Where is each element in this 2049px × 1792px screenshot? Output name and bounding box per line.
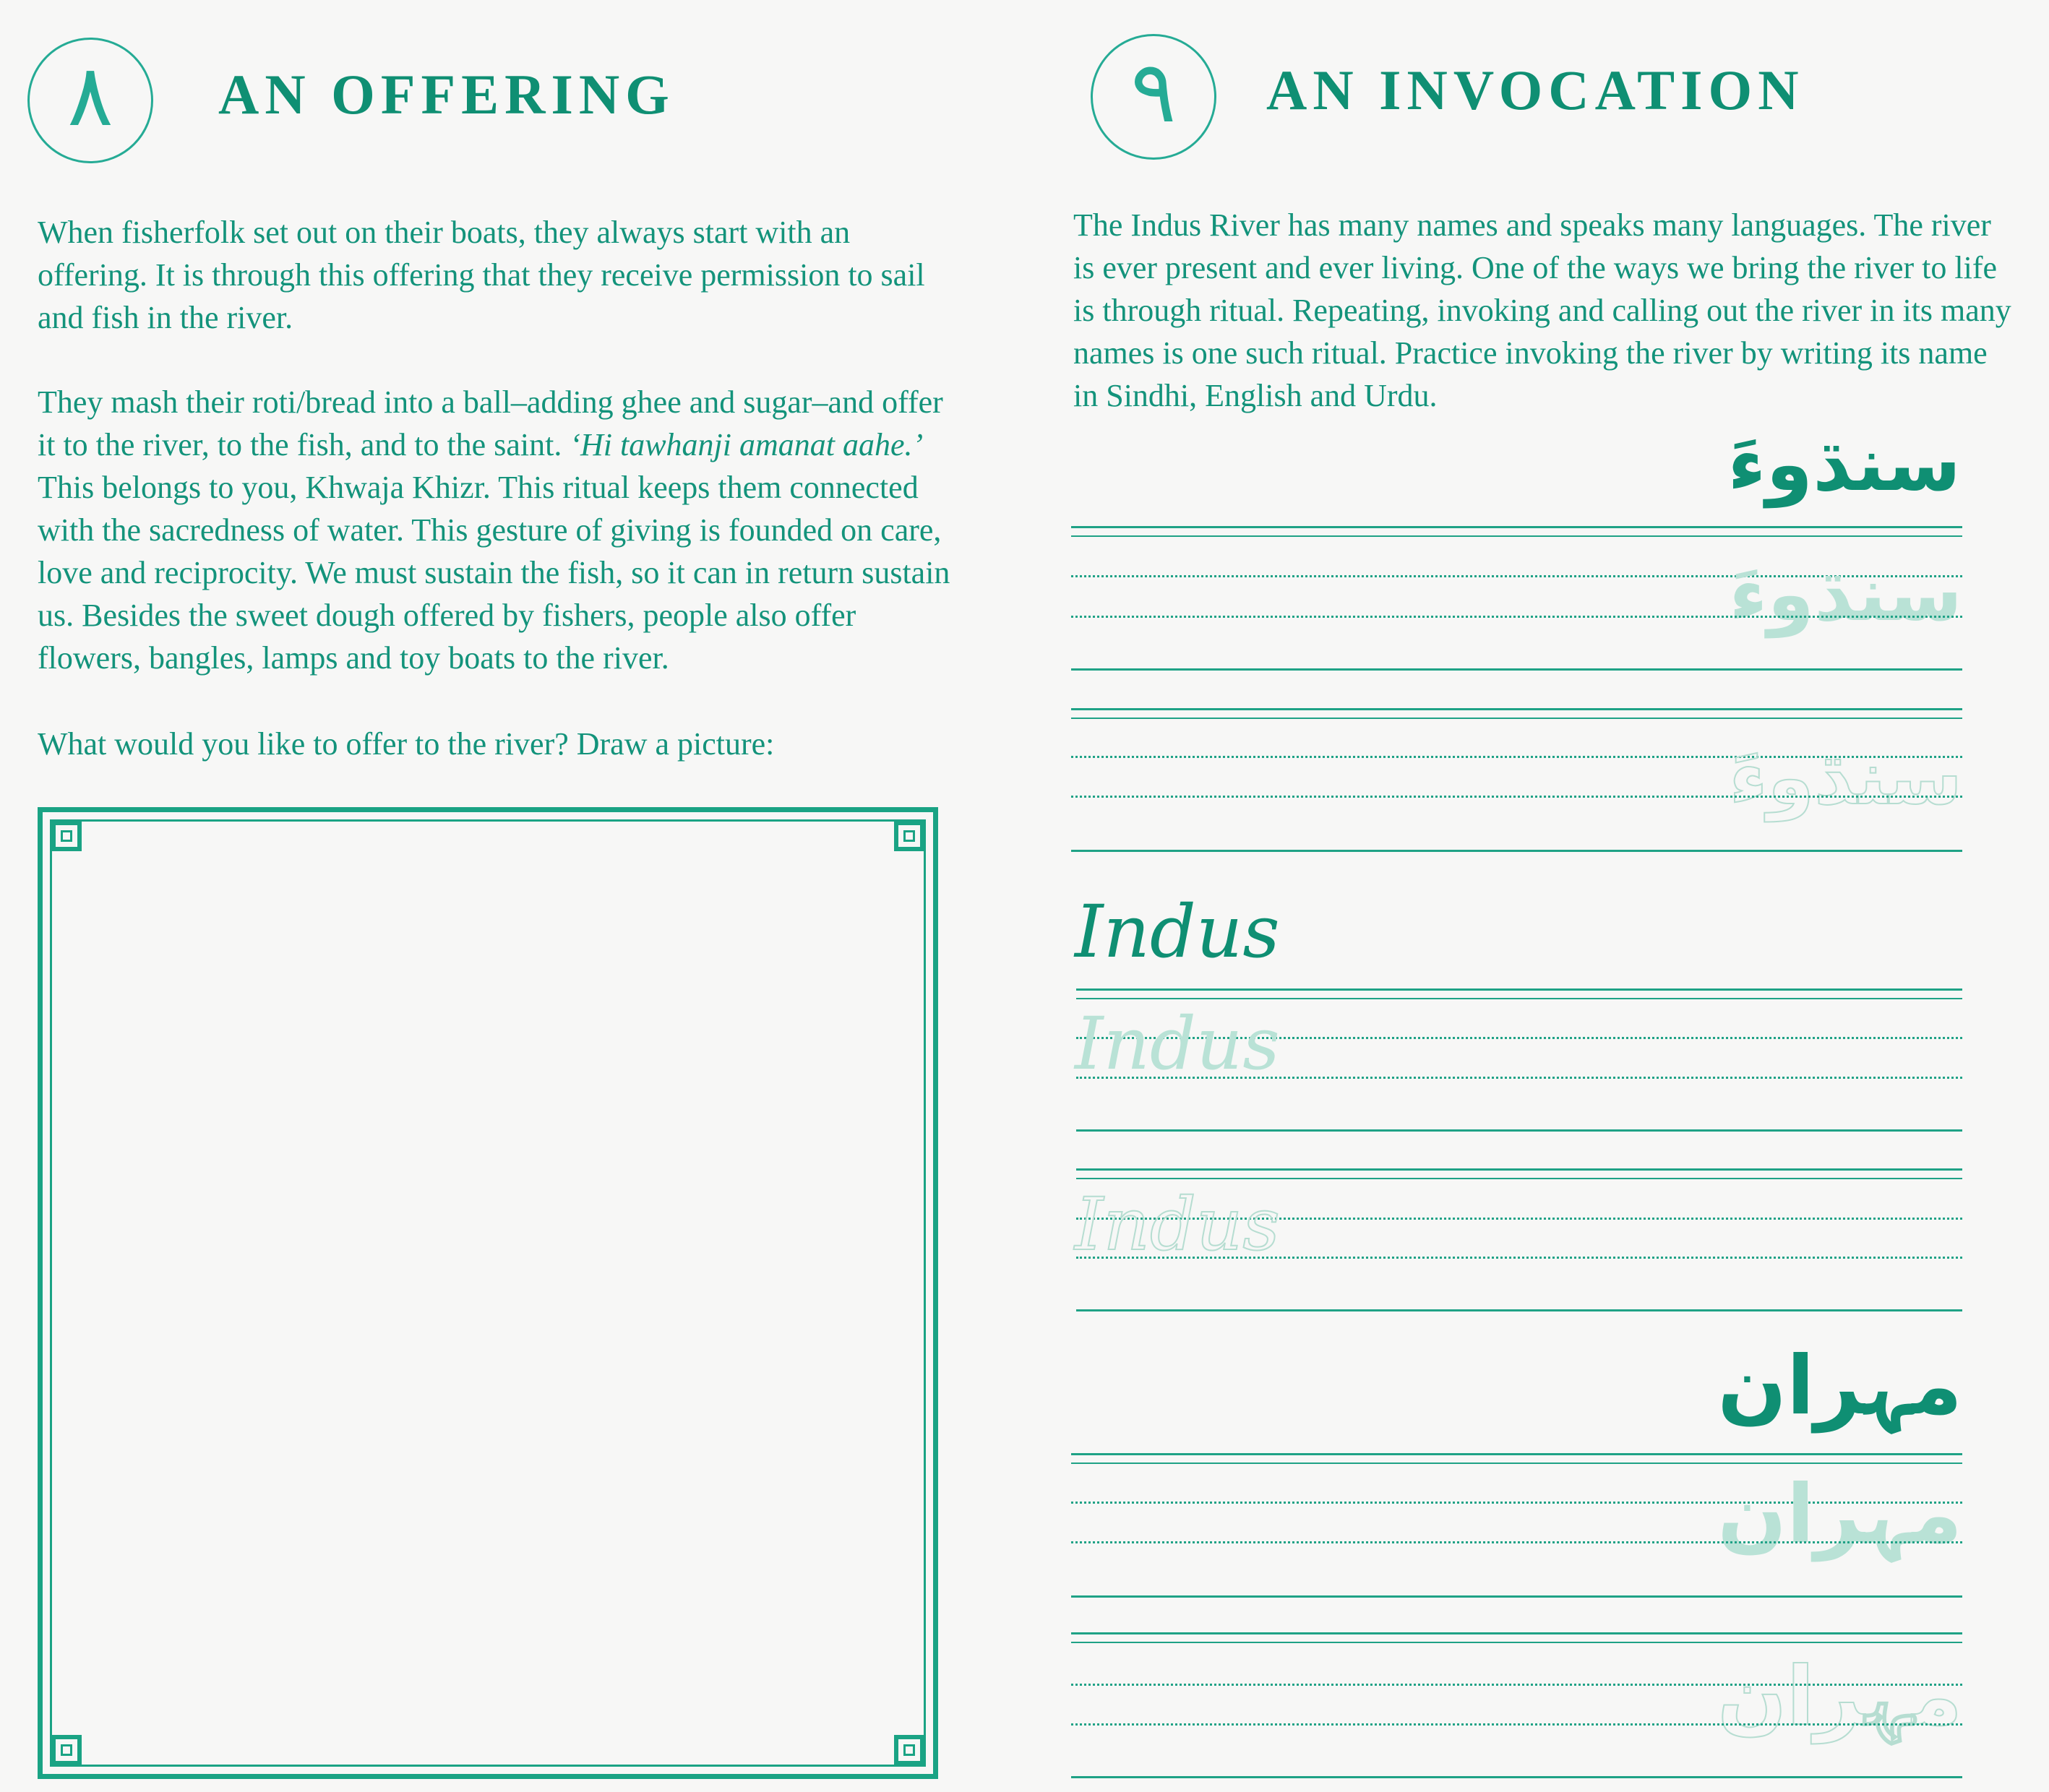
guide-line xyxy=(1071,718,1962,719)
frame-corner-bottom-left xyxy=(51,1735,82,1765)
guide-dotted-line xyxy=(1071,1541,1962,1543)
section-title: AN OFFERING xyxy=(218,63,675,126)
guide-line xyxy=(1071,1463,1962,1464)
guide-dotted-line xyxy=(1076,1257,1962,1259)
section-number-badge xyxy=(27,38,153,163)
writing-line[interactable] xyxy=(1071,668,1962,671)
ritual-text-end: This belongs to you, Khwaja Khizr. This ritual keeps them connected with the sacredness of water. This gesture of giving is founded on care, love and reciprocity. We must sustain the fish, so it can in return sustain us. Besides the sweet dough offered by fishers, people also offer flowers, bangles, lamps and toy boats to the river. xyxy=(38,470,950,676)
drawing-frame[interactable] xyxy=(38,807,938,1779)
intro-paragraph: When fisherfolk set out on their boats, they always start with an offering. It is through this offering that they receive permission to sail and fish in the river. xyxy=(38,215,925,335)
writing-line[interactable] xyxy=(1076,1309,1962,1311)
guide-line xyxy=(1076,1178,1962,1179)
section-title: AN INVOCATION xyxy=(1266,59,1805,121)
guide-line xyxy=(1071,526,1962,528)
writing-line[interactable] xyxy=(1076,1129,1962,1132)
guide-dotted-line xyxy=(1071,1723,1962,1726)
urdu-word-trace[interactable]: مہران xyxy=(1717,1650,1962,1744)
guide-line xyxy=(1071,1632,1962,1634)
guide-dotted-line xyxy=(1071,616,1962,618)
urdu-word-faded: مہران xyxy=(1717,1468,1962,1561)
ritual-text-start: They mash their roti/bread into a ball–adding ghee and sugar–and offer it to the river, to the fish, and to the saint. xyxy=(38,384,943,462)
guide-dotted-line xyxy=(1076,1077,1962,1079)
section-number-badge xyxy=(1091,34,1216,160)
drawing-prompt: What would you like to offer to the river? Draw a picture: xyxy=(38,726,775,762)
guide-dotted-line xyxy=(1071,796,1962,798)
section-number: ٩ xyxy=(1130,42,1177,142)
writing-line[interactable] xyxy=(1071,1776,1962,1778)
section-number: ٨ xyxy=(67,46,113,145)
sindhi-word-trace[interactable]: سنڌوءَ xyxy=(1729,733,1962,822)
urdu-word-example: مہران xyxy=(1717,1339,1962,1433)
guide-line xyxy=(1071,708,1962,710)
sindhi-word-example: سنڌوءَ xyxy=(1727,420,1961,508)
guide-line xyxy=(1071,1642,1962,1643)
english-word-example: Indus xyxy=(1075,889,1280,974)
ritual-quote: ‘Hi tawhanji amanat aahe.’ xyxy=(570,427,924,462)
invocation-paragraph: The Indus River has many names and speaks many languages. The river is ever present and ever living. One of the ways we bring the river to life is through ritual. Repeating, invoking and calling out the river in its many names is one such ritual. Practice invoking the river by writing its name in Sindhi, English and Urdu. xyxy=(1073,207,2011,413)
guide-line xyxy=(1071,1453,1962,1455)
frame-corner-top-left xyxy=(51,821,82,851)
sindhi-word-faded: سنڌوءَ xyxy=(1729,550,1962,638)
english-word-faded: Indus xyxy=(1075,1001,1280,1086)
writing-line[interactable] xyxy=(1071,850,1962,852)
english-word-trace[interactable]: Indus xyxy=(1075,1182,1280,1267)
frame-corner-top-right xyxy=(894,821,924,851)
right-page xyxy=(1024,0,2049,1792)
guide-line xyxy=(1076,998,1962,999)
frame-corner-bottom-right xyxy=(894,1735,924,1765)
left-page xyxy=(0,0,1024,1792)
writing-line[interactable] xyxy=(1071,1595,1962,1598)
ritual-paragraph xyxy=(38,381,963,679)
guide-line xyxy=(1076,988,1962,991)
guide-line xyxy=(1071,535,1962,537)
guide-line xyxy=(1076,1168,1962,1171)
